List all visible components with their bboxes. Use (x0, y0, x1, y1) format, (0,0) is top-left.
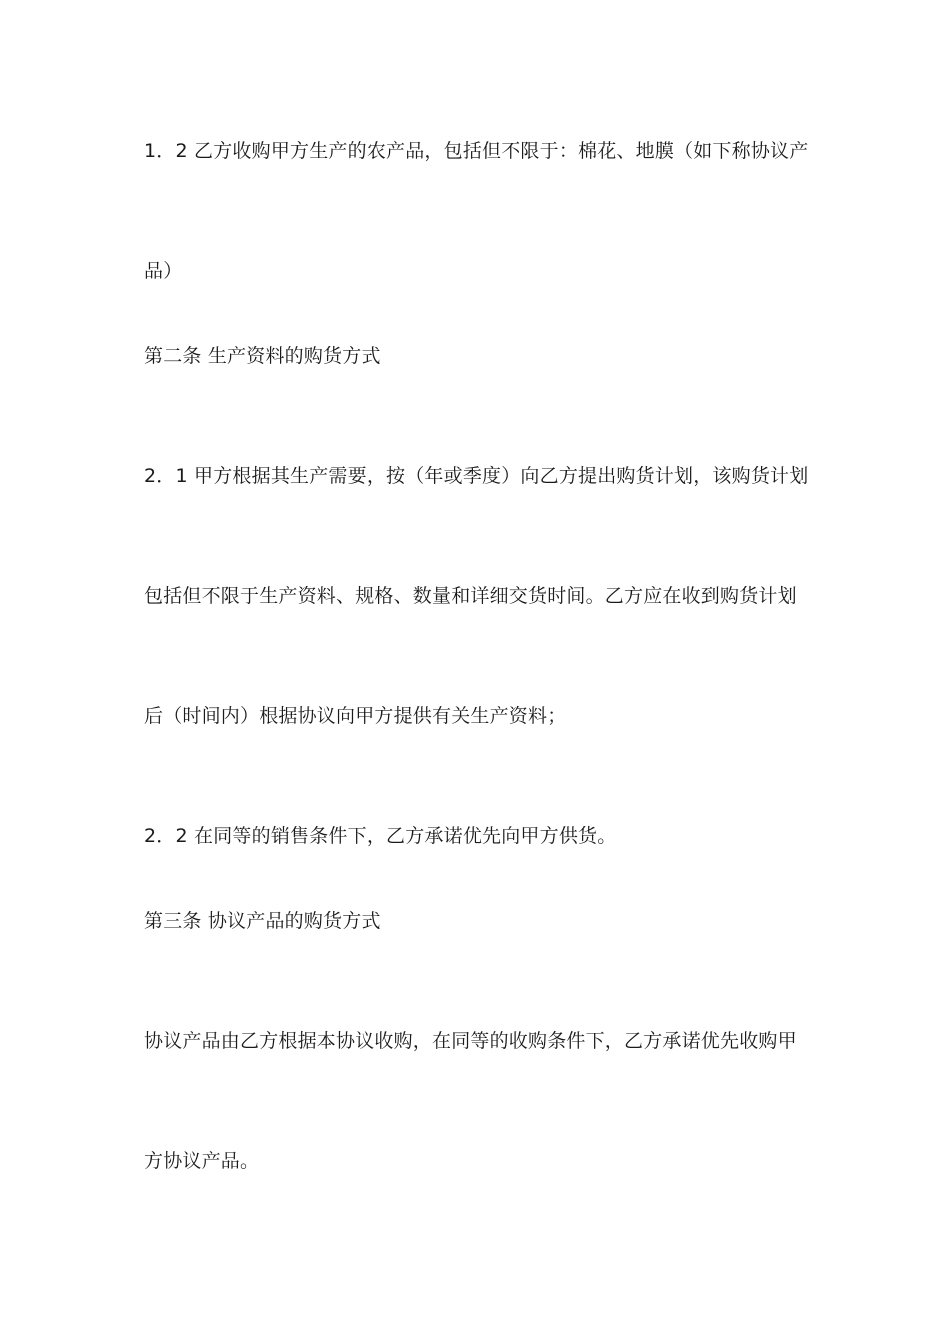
clause-2-1-line-2: 包括但不限于生产资料、规格、数量和详细交货时间。乙方应在收到购货计划 (144, 585, 797, 607)
article-2-heading: 第二条 生产资料的购货方式 (144, 345, 381, 367)
clause-2-2-line: 2．2 在同等的销售条件下，乙方承诺优先向甲方供货。 (144, 825, 617, 847)
article-3-heading: 第三条 协议产品的购货方式 (144, 910, 381, 932)
clause-2-1-line-3: 后（时间内）根据协议向甲方提供有关生产资料； (144, 705, 567, 727)
clause-1-2-line-1: 1．2 乙方收购甲方生产的农产品，包括但不限于：棉花、地膜（如下称协议产 (144, 140, 809, 162)
article-3-body-line-1: 协议产品由乙方根据本协议收购，在同等的收购条件下，乙方承诺优先收购甲 (144, 1030, 797, 1052)
article-3-body-line-2: 方协议产品。 (144, 1150, 260, 1172)
clause-2-1-line-1: 2．1 甲方根据其生产需要，按（年或季度）向乙方提出购货计划，该购货计划 (144, 465, 809, 487)
clause-1-2-line-2: 品） (144, 260, 183, 282)
